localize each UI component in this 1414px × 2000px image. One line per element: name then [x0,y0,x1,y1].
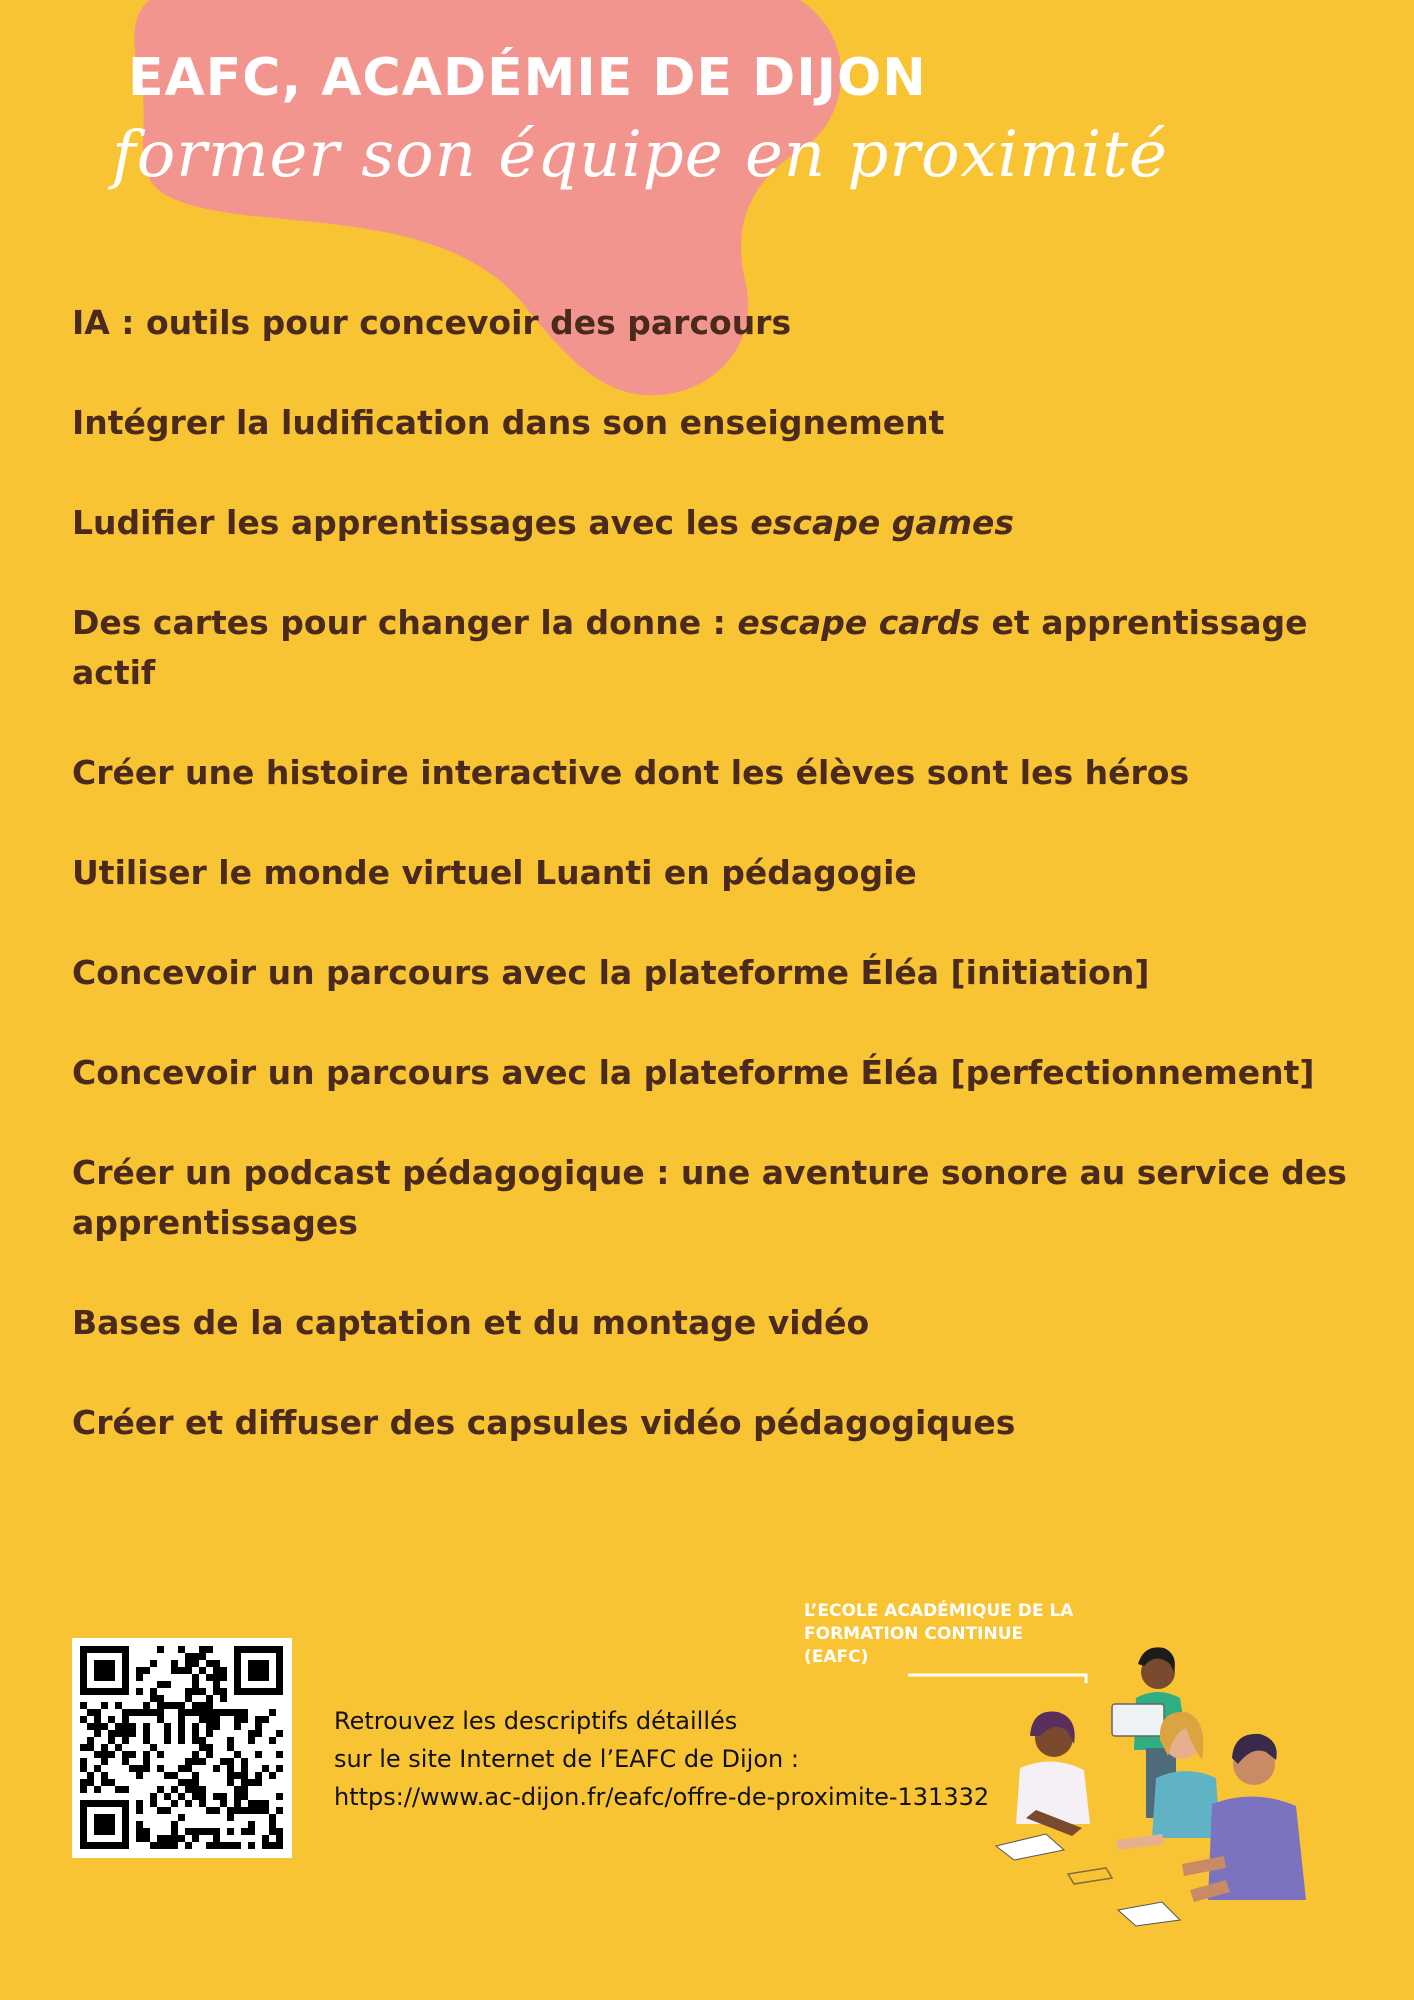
course-item: Intégrer la ludification dans son enseignement [72,403,945,442]
eafc-label: L’ECOLE ACADÉMIQUE DE LA FORMATION CONTINUE (EAFC) [804,1601,1074,1667]
info-line: sur le site Internet de l’EAFC de Dijon : [334,1745,799,1773]
course-item: Concevoir un parcours avec la plateforme Éléa [initiation] [72,953,1150,992]
page-title: EAFC, ACADÉMIE DE DIJON [128,48,927,108]
course-item: Créer un podcast pédagogique : une aventure sonore au service des apprentissages [72,1153,1347,1242]
website-link[interactable]: https://www.ac-dijon.fr/eafc/offre-de-proximite-131332 [334,1783,990,1811]
course-item: Des cartes pour changer la donne : escape cards et apprentissage actif [72,603,1308,692]
course-item: Ludifier les apprentissages avec les escape games [72,503,1015,542]
course-item: Bases de la captation et du montage vidéo [72,1303,870,1342]
page-tagline: former son équipe en proximité [112,118,1168,192]
people-meeting-illustration-icon [986,1628,1356,1948]
course-item: IA : outils pour concevoir des parcours [72,303,792,342]
course-item: Créer une histoire interactive dont les élèves sont les héros [72,753,1190,792]
course-item: Concevoir un parcours avec la plateforme Éléa [perfectionnement] [72,1053,1315,1092]
qr-code-icon[interactable] [72,1638,292,1858]
footer-info [334,1702,989,1816]
course-item: Utiliser le monde virtuel Luanti en pédagogie [72,853,917,892]
course-item: Créer et diffuser des capsules vidéo pédagogiques [72,1403,1016,1442]
course-list [72,298,1372,1498]
info-line: Retrouvez les descriptifs détaillés [334,1707,738,1735]
